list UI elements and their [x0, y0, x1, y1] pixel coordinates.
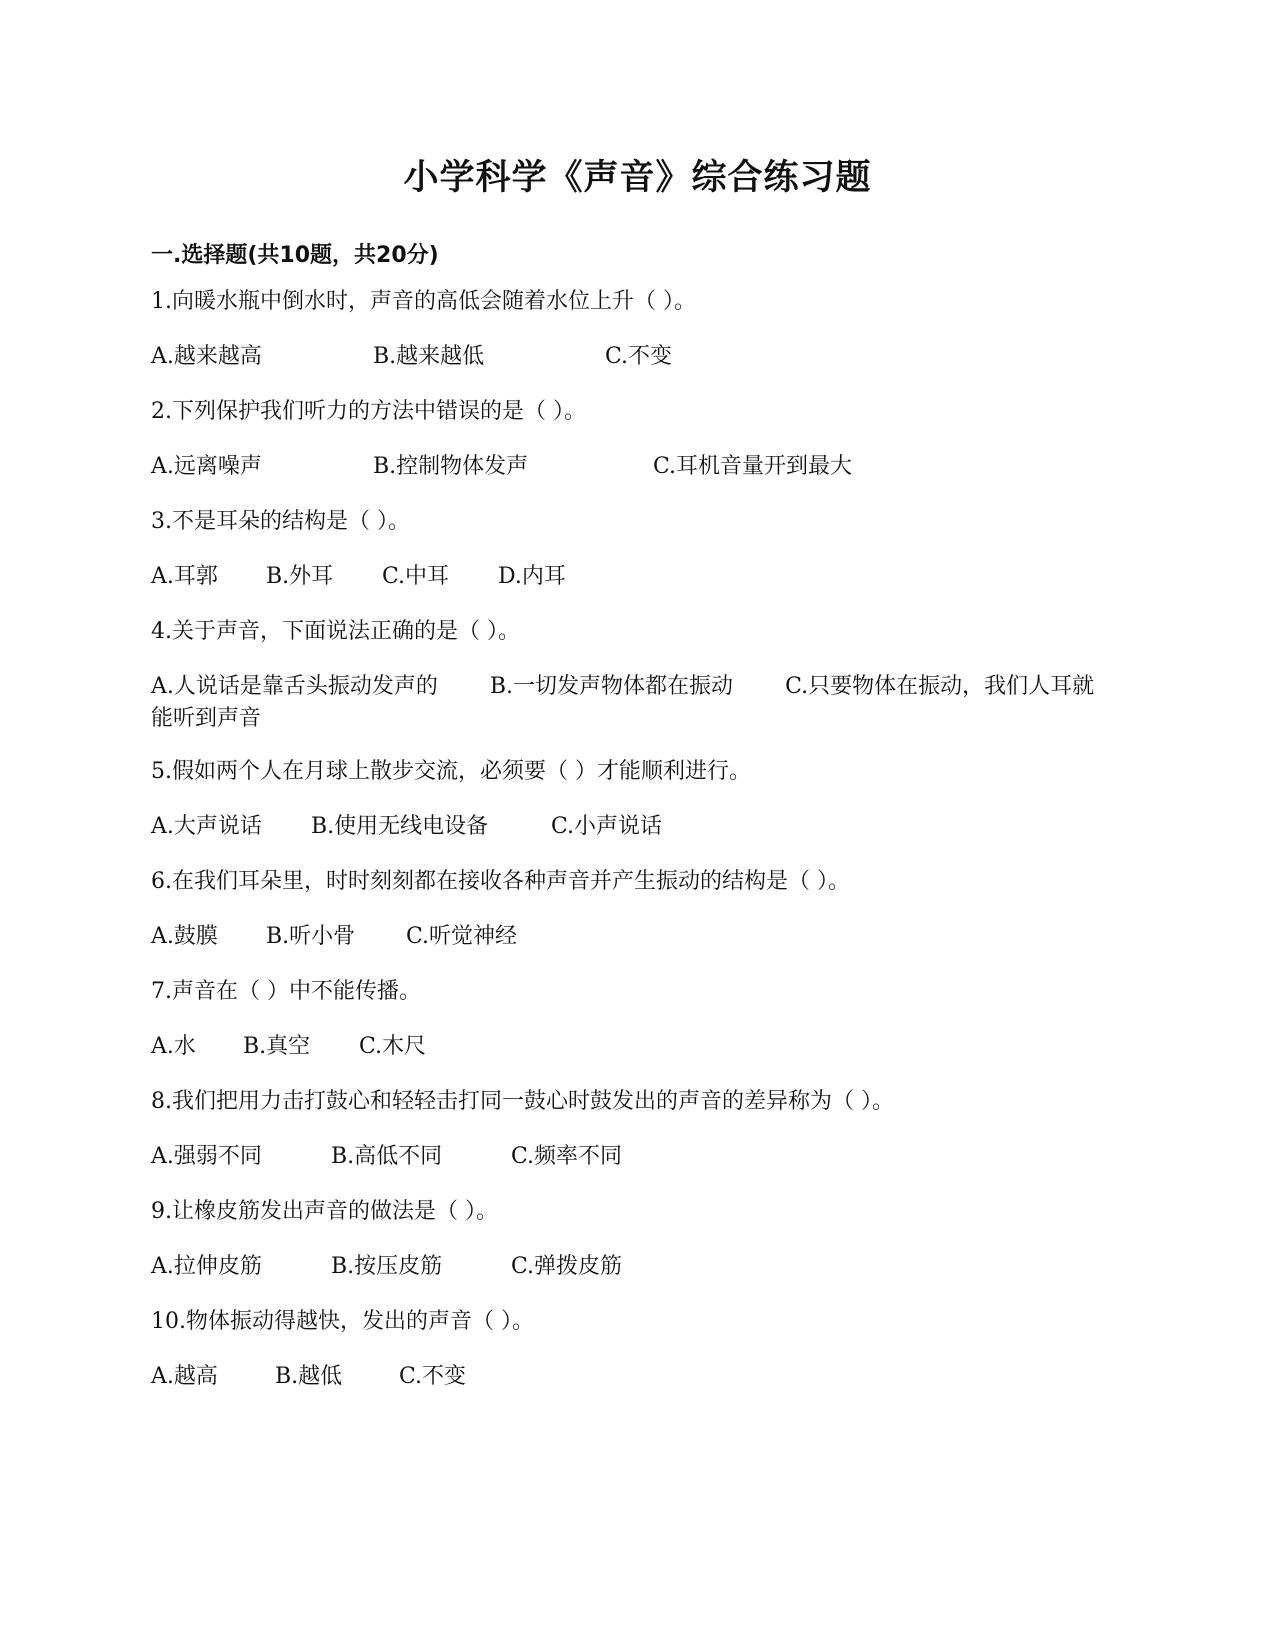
option-a: A.鼓膜: [151, 924, 218, 949]
options-10: [151, 1361, 466, 1393]
question-7: 7.声音在（ ）中不能传播。: [151, 979, 421, 1004]
question-6: 6.在我们耳朵里，时时刻刻都在接收各种声音并产生振动的结构是（ ）。: [151, 869, 850, 894]
options-3: [151, 561, 566, 593]
question-10: 10.物体振动得越快，发出的声音（ ）。: [151, 1309, 534, 1334]
option-b: B.控制物体发声: [373, 454, 529, 479]
option-c: C.小声说话: [551, 814, 663, 839]
option-b: B.真空: [243, 1034, 311, 1059]
options-8: [151, 1141, 622, 1173]
option-c: C.弹拨皮筋: [511, 1254, 623, 1279]
option-b: B.外耳: [266, 564, 334, 589]
question-2: 2.下列保护我们听力的方法中错误的是（ ）。: [151, 399, 586, 424]
option-a: A.大声说话: [151, 814, 262, 839]
option-b: B.听小骨: [266, 924, 356, 949]
option-c: C.不变: [605, 344, 673, 369]
option-d: D.内耳: [498, 564, 566, 589]
option-a: A.越高: [151, 1364, 218, 1389]
options-9: [151, 1251, 622, 1283]
page-title: 小学科学《声音》综合练习题: [403, 158, 872, 198]
option-c: C.木尺: [359, 1034, 427, 1059]
options-6: [151, 921, 517, 953]
options-5: [151, 811, 662, 843]
option-b: B.高低不同: [331, 1144, 443, 1169]
option-b: B.越来越低: [373, 344, 485, 369]
option-b: B.按压皮筋: [331, 1254, 443, 1279]
option-a: A.水: [151, 1034, 196, 1059]
option-a: A.越来越高: [151, 344, 262, 369]
question-4: 4.关于声音，下面说法正确的是（ ）。: [151, 619, 520, 644]
section-heading: 一.选择题(共10题，共20分): [151, 243, 439, 268]
option-a: A.强弱不同: [151, 1144, 262, 1169]
option-c: C.只要物体在振动，我们人耳就能听到声音: [151, 674, 1095, 731]
option-a: A.远离噪声: [151, 454, 262, 479]
options-1: [151, 341, 672, 373]
option-a: A.拉伸皮筋: [151, 1254, 262, 1279]
option-b: B.越低: [275, 1364, 343, 1389]
option-c: C.频率不同: [511, 1144, 623, 1169]
question-9: 9.让橡皮筋发出声音的做法是（ ）。: [151, 1199, 498, 1224]
option-b: B.使用无线电设备: [311, 814, 489, 839]
option-b: B.一切发声物体都在振动: [489, 674, 734, 699]
options-7: [151, 1031, 426, 1063]
options-2: [151, 451, 852, 483]
options-4: [151, 671, 1111, 735]
option-c: C.耳机音量开到最大: [653, 454, 853, 479]
option-c: C.中耳: [382, 564, 450, 589]
option-c: C.听觉神经: [406, 924, 518, 949]
question-8: 8.我们把用力击打鼓心和轻轻击打同一鼓心时鼓发出的声音的差异称为（ ）。: [151, 1089, 894, 1114]
option-a: A.人说话是靠舌头振动发声的: [151, 674, 438, 699]
question-5: 5.假如两个人在月球上散步交流，必须要（ ）才能顺利进行。: [151, 759, 751, 784]
option-a: A.耳郭: [151, 564, 218, 589]
option-c: C.不变: [399, 1364, 467, 1389]
question-1: 1.向暖水瓶中倒水时，声音的高低会随着水位上升（ ）。: [151, 289, 696, 314]
question-3: 3.不是耳朵的结构是（ ）。: [151, 509, 410, 534]
